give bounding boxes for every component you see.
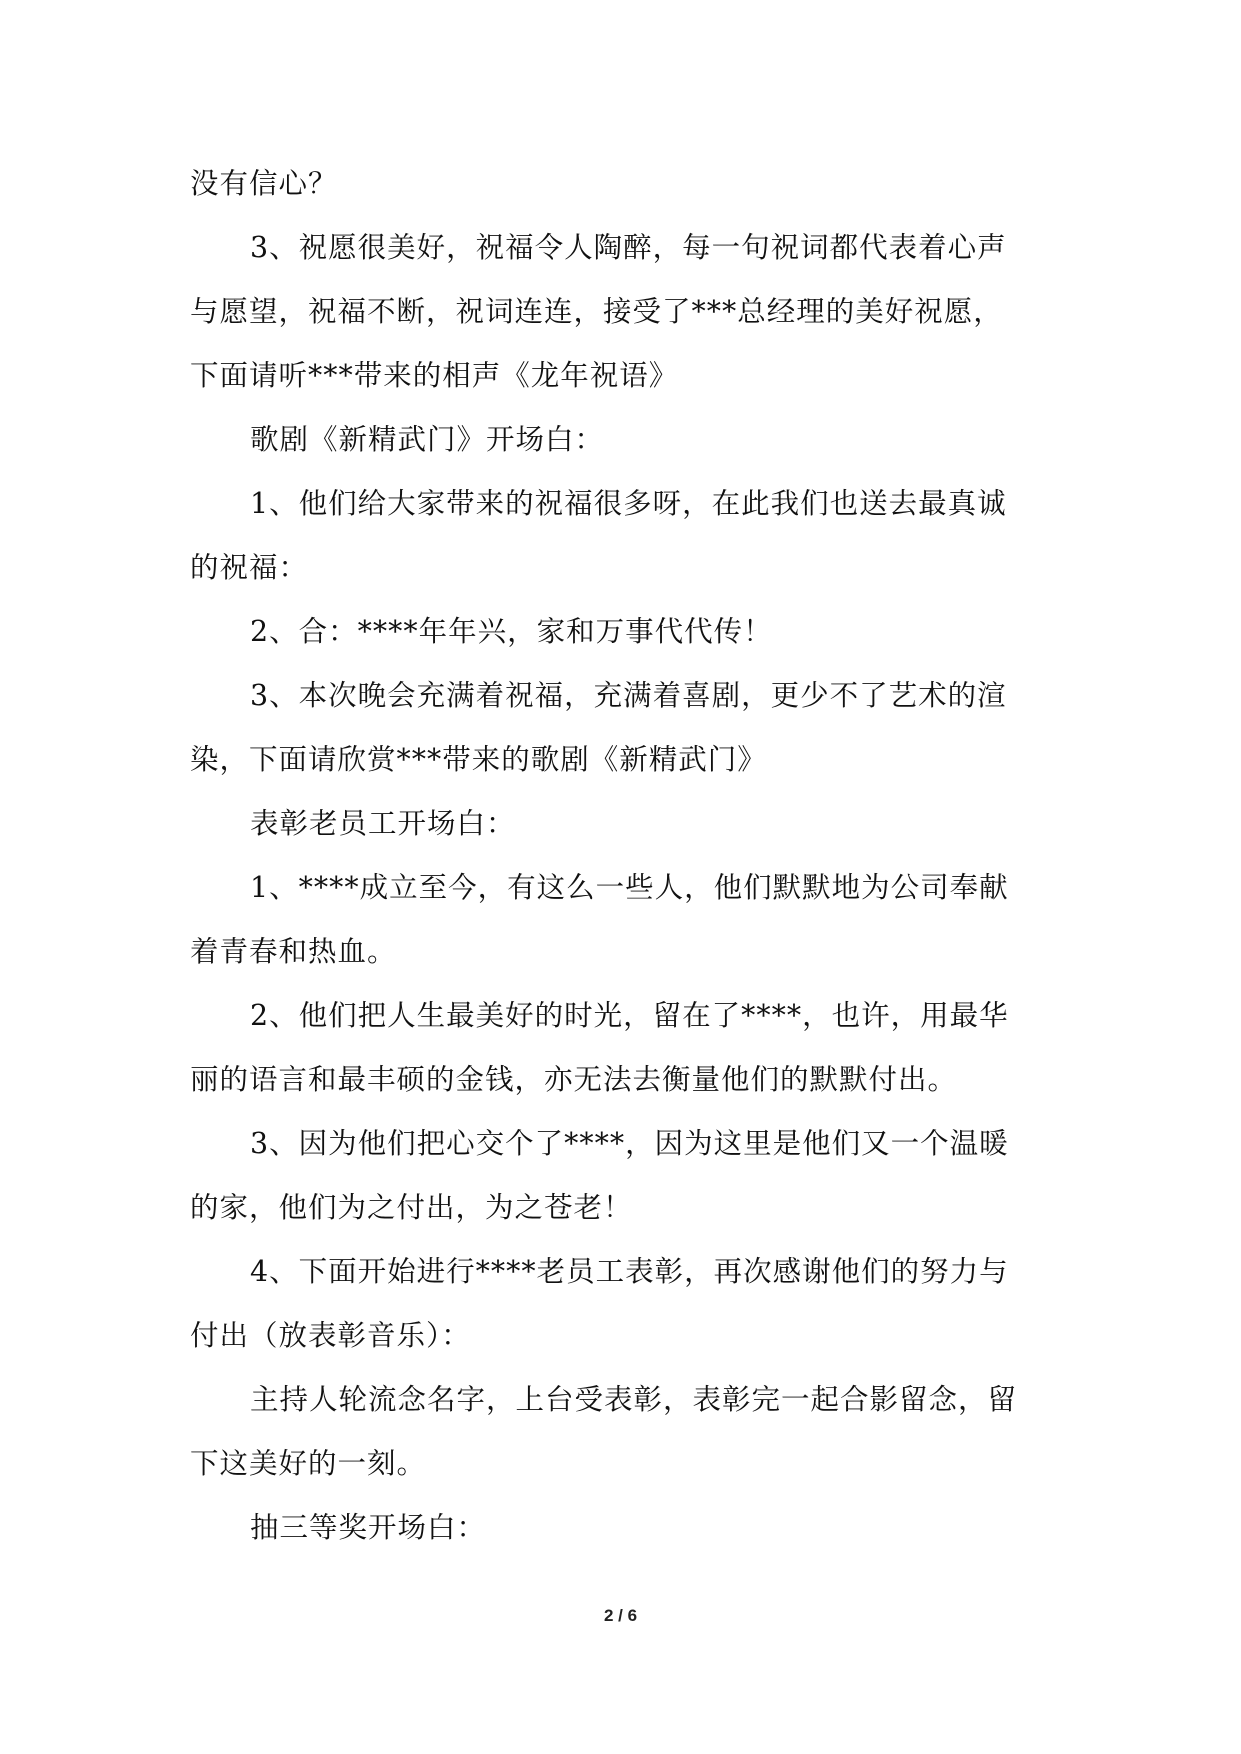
- page-number: 2 / 6: [603, 1606, 638, 1625]
- section-heading: 抽三等奖开场白：: [250, 1511, 487, 1544]
- text-line: 2、合：****年年兴，家和万事代代传！: [250, 615, 773, 648]
- text-line: 2、他们把人生最美好的时光，留在了****，也许，用最华: [250, 999, 1009, 1032]
- text-line: 4、下面开始进行****老员工表彰，再次感谢他们的努力与: [250, 1255, 1009, 1288]
- section-heading: 表彰老员工开场白：: [250, 807, 516, 840]
- text-line: 染，下面请欣赏***带来的歌剧《新精武门》: [190, 743, 767, 776]
- text-line: 下这美好的一刻。: [190, 1447, 427, 1480]
- text-line: 下面请听***带来的相声《龙年祝语》: [190, 359, 679, 392]
- text-line: 3、本次晚会充满着祝福，充满着喜剧，更少不了艺术的渲: [250, 679, 1007, 712]
- text-line: 3、祝愿很美好，祝福令人陶醉，每一句祝词都代表着心声: [250, 231, 1007, 264]
- section-heading: 歌剧《新精武门》开场白：: [250, 423, 605, 456]
- text-line: 1、****成立至今，有这么一些人，他们默默地为公司奉献: [250, 871, 1009, 904]
- text-line: 的祝福：: [190, 551, 309, 584]
- text-line: 丽的语言和最丰硕的金钱，亦无法去衡量他们的默默付出。: [190, 1063, 958, 1096]
- text-line: 着青春和热血。: [190, 935, 397, 968]
- text-line: 3、因为他们把心交个了****，因为这里是他们又一个温暖: [250, 1127, 1009, 1160]
- text-line: 1、他们给大家带来的祝福很多呀，在此我们也送去最真诚: [250, 487, 1007, 520]
- text-line: 主持人轮流念名字，上台受表彰，表彰完一起合影留念，留: [250, 1383, 1018, 1416]
- text-line: 与愿望，祝福不断，祝词连连，接受了***总经理的美好祝愿，: [190, 295, 1003, 328]
- text-line: 付出（放表彰音乐）：: [190, 1319, 471, 1352]
- document-body: [190, 152, 1060, 1560]
- text-line: 没有信心？: [190, 167, 338, 200]
- text-line: 的家，他们为之付出，为之苍老！: [190, 1191, 633, 1224]
